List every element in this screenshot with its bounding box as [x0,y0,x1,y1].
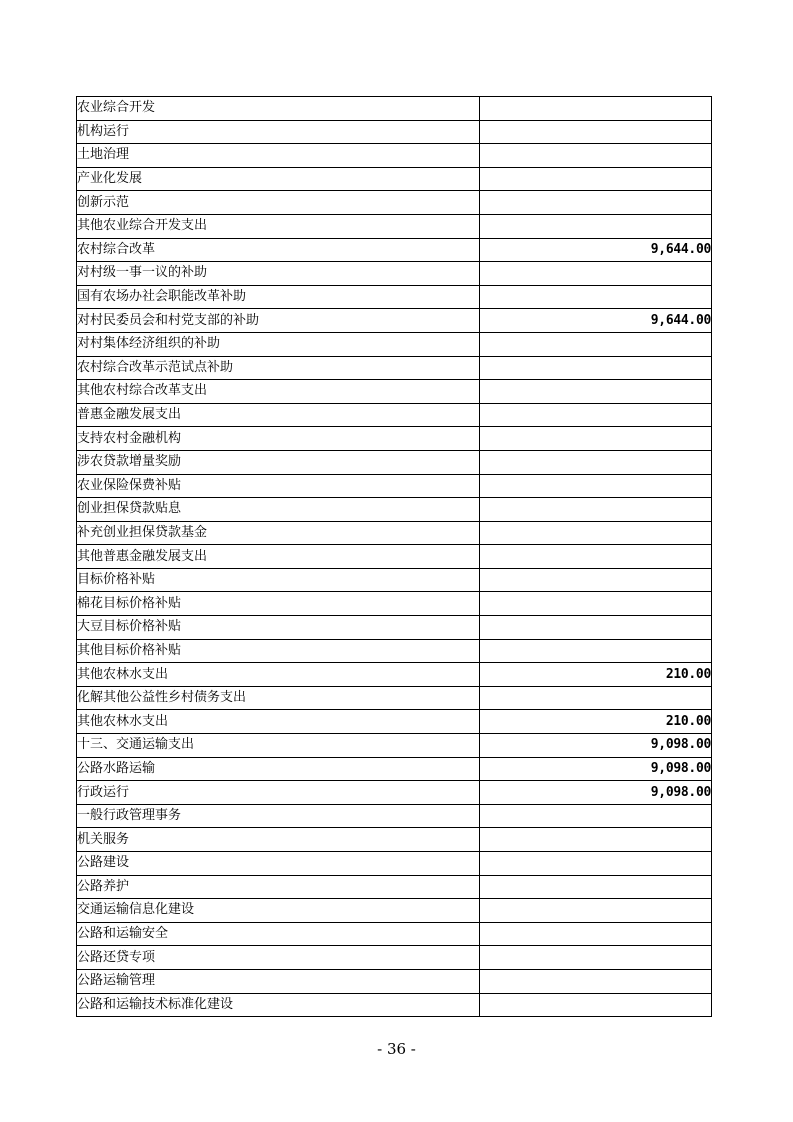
item-name-cell: 大豆目标价格补贴 [77,616,480,640]
item-name-cell: 化解其他公益性乡村债务支出 [77,686,480,710]
amount-cell: 9,098.00 [480,757,712,781]
table-row [77,262,712,286]
table-row [77,403,712,427]
item-name-cell: 其他农村综合改革支出 [77,380,480,404]
item-name-cell: 补充创业担保贷款基金 [77,521,480,545]
amount-cell [480,332,712,356]
amount-cell [480,568,712,592]
item-name-cell: 创新示范 [77,191,480,215]
amount-cell: 9,644.00 [480,309,712,333]
table-row [77,214,712,238]
table-row [77,450,712,474]
table-row [77,332,712,356]
amount-cell [480,214,712,238]
amount-cell: 9,644.00 [480,238,712,262]
table-row [77,734,712,758]
item-name-cell: 其他农林水支出 [77,663,480,687]
amount-cell [480,474,712,498]
table-row [77,191,712,215]
table-row [77,238,712,262]
table-row [77,120,712,144]
table-row [77,498,712,522]
item-name-cell: 一般行政管理事务 [77,804,480,828]
table-row [77,639,712,663]
item-name-cell: 对村集体经济组织的补助 [77,332,480,356]
amount-cell [480,946,712,970]
table-row [77,993,712,1017]
table-row [77,804,712,828]
expenditure-table-body [77,97,712,1017]
amount-cell [480,120,712,144]
item-name-cell: 交通运输信息化建设 [77,899,480,923]
item-name-cell: 目标价格补贴 [77,568,480,592]
table-row [77,521,712,545]
amount-cell [480,852,712,876]
item-name-cell: 机构运行 [77,120,480,144]
item-name-cell: 其他目标价格补贴 [77,639,480,663]
table-row [77,97,712,121]
table-row [77,356,712,380]
amount-cell: 210.00 [480,663,712,687]
amount-cell [480,285,712,309]
amount-cell [480,403,712,427]
table-row [77,474,712,498]
amount-cell [480,545,712,569]
amount-cell [480,262,712,286]
amount-cell [480,521,712,545]
item-name-cell: 涉农贷款增量奖励 [77,450,480,474]
item-name-cell: 公路养护 [77,875,480,899]
table-row [77,828,712,852]
item-name-cell: 农业综合开发 [77,97,480,121]
item-name-cell: 土地治理 [77,144,480,168]
amount-cell [480,639,712,663]
item-name-cell: 农业保险保费补贴 [77,474,480,498]
table-row [77,875,712,899]
amount-cell [480,427,712,451]
amount-cell [480,144,712,168]
amount-cell [480,97,712,121]
item-name-cell: 公路建设 [77,852,480,876]
item-name-cell: 普惠金融发展支出 [77,403,480,427]
amount-cell: 9,098.00 [480,734,712,758]
amount-cell [480,686,712,710]
item-name-cell: 其他农业综合开发支出 [77,214,480,238]
item-name-cell: 棉花目标价格补贴 [77,592,480,616]
table-row [77,757,712,781]
table-row [77,781,712,805]
table-row [77,592,712,616]
table-row [77,922,712,946]
item-name-cell: 机关服务 [77,828,480,852]
table-row [77,380,712,404]
item-name-cell: 农村综合改革 [77,238,480,262]
item-name-cell: 公路和运输技术标准化建设 [77,993,480,1017]
table-row [77,568,712,592]
amount-cell [480,450,712,474]
amount-cell [480,828,712,852]
item-name-cell: 其他普惠金融发展支出 [77,545,480,569]
expenditure-table [76,96,712,1017]
item-name-cell: 支持农村金融机构 [77,427,480,451]
page-number: - 36 - [377,1040,416,1058]
item-name-cell: 产业化发展 [77,167,480,191]
item-name-cell: 公路还贷专项 [77,946,480,970]
amount-cell: 210.00 [480,710,712,734]
table-row [77,427,712,451]
item-name-cell: 行政运行 [77,781,480,805]
table-row [77,545,712,569]
amount-cell [480,191,712,215]
amount-cell [480,616,712,640]
amount-cell [480,356,712,380]
table-row [77,969,712,993]
table-row [77,852,712,876]
amount-cell [480,969,712,993]
amount-cell [480,167,712,191]
item-name-cell: 对村级一事一议的补助 [77,262,480,286]
table-row [77,285,712,309]
item-name-cell: 创业担保贷款贴息 [77,498,480,522]
amount-cell [480,498,712,522]
item-name-cell: 国有农场办社会职能改革补助 [77,285,480,309]
item-name-cell: 公路和运输安全 [77,922,480,946]
item-name-cell: 公路水路运输 [77,757,480,781]
table-row [77,144,712,168]
amount-cell [480,875,712,899]
item-name-cell: 公路运输管理 [77,969,480,993]
amount-cell [480,993,712,1017]
item-name-cell: 农村综合改革示范试点补助 [77,356,480,380]
table-row [77,686,712,710]
amount-cell [480,899,712,923]
table-row [77,946,712,970]
table-row [77,616,712,640]
amount-cell: 9,098.00 [480,781,712,805]
table-row [77,899,712,923]
item-name-cell: 十三、交通运输支出 [77,734,480,758]
amount-cell [480,592,712,616]
table-row [77,710,712,734]
table-row [77,309,712,333]
table-row [77,167,712,191]
amount-cell [480,804,712,828]
item-name-cell: 其他农林水支出 [77,710,480,734]
amount-cell [480,380,712,404]
table-row [77,663,712,687]
amount-cell [480,922,712,946]
item-name-cell: 对村民委员会和村党支部的补助 [77,309,480,333]
